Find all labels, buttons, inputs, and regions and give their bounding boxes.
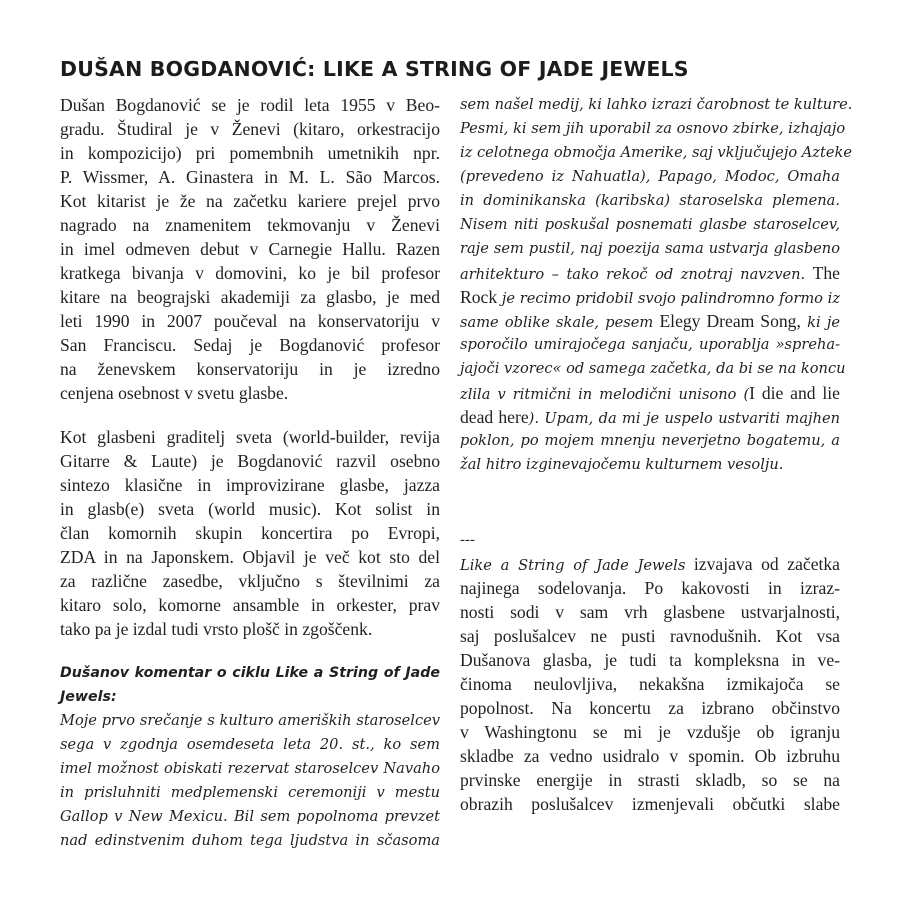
text-line <box>460 309 840 333</box>
italic-text: zlila v ritmični in melodični unisono ( <box>460 386 750 403</box>
text-line: in kompozicijo) pri pomembnih umetnikih npr. <box>60 143 440 163</box>
biography-paragraph-2 <box>60 425 440 641</box>
text-line <box>460 285 840 309</box>
text-line <box>460 552 840 576</box>
italic-text: ). Upam, da mi je uspelo ustvariti majhen <box>528 410 841 427</box>
text-line: ZDA in na Japonskem. Objavil je več kot sto del <box>60 547 440 567</box>
commentary-heading <box>60 661 440 709</box>
text-line: jajoči vzorec« od samega začetka, da bi se na koncu <box>460 360 846 377</box>
text-line: nosti sodi v sam vrh glasbene ustvarjalnosti, <box>460 602 840 622</box>
text-line: najinega sodelovanja. Po kakovosti in izraz- <box>460 578 840 598</box>
text-line: Pesmi, ki sem jih uporabil za osnovo zbirke, izhajajo <box>460 120 846 137</box>
text-line: poklon, po mojem mnenju neverjetno bogatemu, a <box>460 432 840 449</box>
separator: --- <box>460 532 475 548</box>
text: izvajava od začetka <box>693 554 840 574</box>
text-line: član komornih skupin koncertira po Evropi, <box>60 523 440 543</box>
text-line: raje sem pustil, naj poezija sama ustvarja glasbeno <box>460 240 840 257</box>
text-line: Gitarre & Laute) je Bogdanović razvil osebno <box>60 451 440 471</box>
text-line: nagrado na znamenitem tekmovanju v Ženevi <box>60 215 440 235</box>
text-line: San Franciscu. Sedaj je Bogdanović profesor <box>60 335 440 355</box>
italic-text: same oblike skale, pesem <box>460 314 654 331</box>
work-title: Like a String of Jade Jewels <box>460 557 686 574</box>
text-line <box>460 381 840 405</box>
text-line: Dušanov komentar o ciklu Like a String of Jade <box>60 665 440 681</box>
song-title-the-rock: Rock <box>460 287 498 307</box>
text-line: sega v zgodnja osemdeseta leta 20. st., ko sem <box>60 736 440 753</box>
text-line: na ženevskem konservatoriju in je izredno <box>60 359 440 379</box>
biography-paragraph-1 <box>60 93 440 405</box>
italic-text: arhitekturo – tako rekoč od znotraj navzven. <box>460 266 806 283</box>
review-paragraph <box>460 552 840 816</box>
text-line: P. Wissmer, A. Ginastera in M. L. São Marcos. <box>60 167 440 187</box>
commentary-continuation <box>460 93 853 477</box>
text-line <box>460 261 840 285</box>
song-title-i-die: dead here <box>460 407 529 427</box>
text-line: in dominikanska (karibska) staroselska plemena. <box>460 192 840 209</box>
song-title-elegy-dream-song: Elegy Dream Song, <box>659 311 801 331</box>
text-line: (prevedeno iz Nahuatla), Papago, Modoc, Omaha <box>460 168 840 185</box>
page-title: DUŠAN BOGDANOVIĆ: LIKE A STRING OF JADE JEWELS <box>60 57 689 81</box>
text-line: Dušan Bogdanović se je rodil leta 1955 v Beo- <box>60 95 440 115</box>
text-line: v Washingtonu se mi je vzdušje ob igranju <box>460 722 840 742</box>
text-line: kitare na beograjski akademiji za glasbo, je med <box>60 287 440 307</box>
text-line <box>460 405 840 429</box>
song-title-i-die: I die and lie <box>749 383 840 403</box>
text-line: sem našel medij, ki lahko izrazi čarobnost te kulture. <box>460 96 853 113</box>
text-line: Moje prvo srečanje s kulturo ameriških staroselcev <box>60 712 440 729</box>
text-line: kratkega bivanja v domovini, ko je bil profesor <box>60 263 440 283</box>
text-line: Kot kitarist je že na začetku kariere prejel prvo <box>60 191 440 211</box>
text-line: in glasb(e) sveta (world music). Kot solist in <box>60 499 440 519</box>
text-line: Kot glasbeni graditelj sveta (world-builder, revija <box>60 427 440 447</box>
text-line: imel možnost obiskati rezervat staroselcev Navaho <box>60 760 440 777</box>
text-line: leti 1990 in 2007 poučeval na konservatoriju v <box>60 311 440 331</box>
commentary-text <box>60 709 440 853</box>
text-line: skladbe za vedno usidralo v spomin. Ob izbruhu <box>460 746 840 766</box>
text-line: tako pa je izdal tudi vrsto plošč in zgoščenk. <box>60 619 373 639</box>
paragraph-gap <box>60 641 440 661</box>
text-line: cenjena osebnost v svetu glasbe. <box>60 383 289 403</box>
text-line: popolnost. Na koncertu za izbrano občinstvo <box>460 698 840 718</box>
text-line: in prisluhniti medplemenski ceremoniji v mestu <box>60 784 440 801</box>
text-line: obrazih poslušalcev izmenjevali občutki slabe <box>460 794 840 814</box>
text-line: Gallop v New Mexicu. Bil sem popolnoma prevzet <box>60 808 440 825</box>
text-line: za različne zasedbe, vključno s številnimi za <box>60 571 440 591</box>
text-line: gradu. Študiral je v Ženevi (kitaro, orkestracijo <box>60 119 440 139</box>
text-line: iz celotnega območja Amerike, saj vključujejo Azteke <box>460 144 852 161</box>
text-line: Jewels: <box>60 689 117 705</box>
text-line: činoma neulovljiva, nekakšna izmikajoča se <box>460 674 840 694</box>
text-line: nad edinstvenim duhom tega ljudstva in sčasoma <box>60 832 440 849</box>
section-gap <box>460 477 840 528</box>
right-column <box>460 93 853 816</box>
text-line: Dušanova glasba, je tudi ta kompleksna in ve- <box>460 650 840 670</box>
left-column <box>60 93 440 853</box>
text-line: kitaro solo, komorne ansamble in orkester, prav <box>60 595 440 615</box>
paragraph-gap <box>60 405 440 425</box>
text-line: sporočilo umirajočega sanjaču, uporablja »spreha- <box>460 336 840 353</box>
text-line: sintezo klasične in improvizirane glasbe, jazza <box>60 475 440 495</box>
italic-text: ki je <box>807 314 841 331</box>
text-line: saj poslušalcev ne pusti ravnodušnih. Kot vsa <box>460 626 840 646</box>
text-line: prvinske energije in strasti skladb, so se na <box>460 770 840 790</box>
text-line: in imel odmeven debut v Carnegie Hallu. Razen <box>60 239 440 259</box>
text-line: žal hitro izginevajočemu kulturnem vesolju. <box>460 456 784 473</box>
text-line: Nisem niti poskušal posnemati glasbe staroselcev, <box>460 216 840 233</box>
song-title-the-rock: The <box>812 263 840 283</box>
italic-text: je recimo pridobil svojo palindromno formo iz <box>501 290 841 307</box>
